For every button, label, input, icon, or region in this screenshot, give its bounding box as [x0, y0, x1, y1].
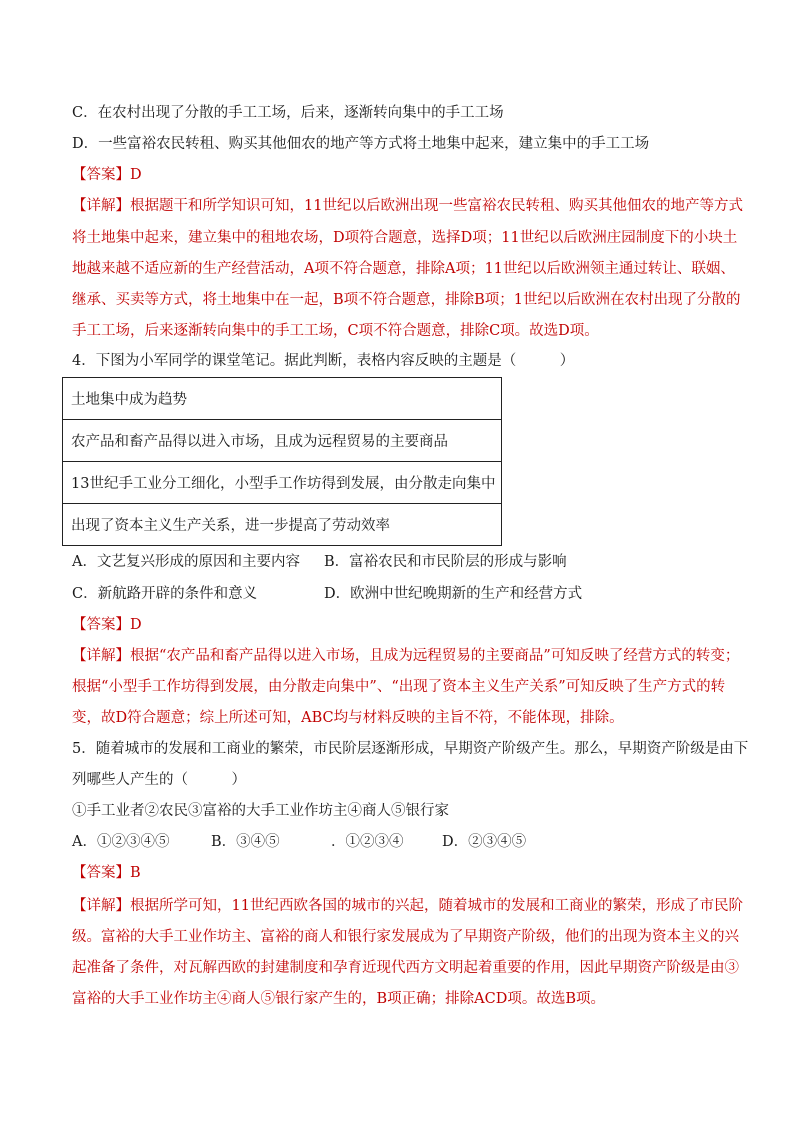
table-cell: 土地集中成为趋势 [63, 378, 502, 420]
q5-stem-line-2: 列哪些人产生的（ ） [72, 772, 246, 788]
q3-option-d: D．一些富裕农民转租、购买其他佃农的地产等方式将土地集中起来，建立集中的手工工场 [72, 136, 650, 152]
table-cell: 出现了资本主义生产关系，进一步提高了劳动效率 [63, 504, 502, 546]
q3-explain-line-2: 将土地集中起来，建立集中的租地农场，D项符合题意，选择D项；11世纪以后欧洲庄园制度下的小块土 [72, 230, 738, 246]
q5-stem-line-1: 5．随着城市的发展和工商业的繁荣，市民阶层逐渐形成，早期资产阶级产生。那么，早期资产阶级是由下 [72, 741, 749, 757]
answer-value: D [130, 167, 142, 183]
q5-explain-line-3: 起准备了条件，对瓦解西欧的封建制度和孕育近现代西方文明起着重要的作用，因此早期资产阶级是由③ [72, 960, 739, 976]
q3-explain-line-1: 【详解】根据题干和所学知识可知，11世纪以后欧洲出现一些富裕农民转租、购买其他佃农的地产等方式 [72, 198, 743, 214]
table-row [63, 378, 502, 420]
table-cell: 13世纪手工业分工细化，小型手工作坊得到发展，由分散走向集中 [63, 462, 502, 504]
explain-tag: 【详解】 [72, 898, 130, 914]
answer-value: B [130, 865, 141, 881]
answer-tag: 【答案】 [72, 865, 130, 881]
q3-explain-line-4: 继承、买卖等方式，将土地集中在一起，B项不符合题意，排除B项；1世纪以后欧洲在农村出现了分散的 [72, 292, 741, 308]
table-cell: 农产品和畜产品得以进入市场，且成为远程贸易的主要商品 [63, 420, 502, 462]
q5-option-d: D．②③④⑤ [442, 834, 527, 850]
q4-answer [72, 615, 142, 635]
q4-explain-line-3: 变，故D符合题意；综上所述可知，ABC均与材料反映的主旨不符，不能体现，排除。 [72, 710, 624, 726]
q3-explain-line-5: 手工工场，后来逐渐转向集中的手工工场，C项不符合题意，排除C项。故选D项。 [72, 323, 599, 339]
q3-option-c: C．在农村出现了分散的手工工场，后来，逐渐转向集中的手工工场 [72, 105, 504, 121]
answer-tag: 【答案】 [72, 617, 130, 633]
q4-notes-table [62, 377, 502, 546]
q4-stem: 4．下图为小军同学的课堂笔记。据此判断，表格内容反映的主题是（ ） [72, 353, 575, 369]
q4-option-c: C．新航路开辟的条件和意义 [72, 586, 258, 602]
table-row [63, 504, 502, 546]
explain-tag: 【详解】 [72, 198, 130, 214]
q4-option-d: D．欧洲中世纪晚期新的生产和经营方式 [324, 586, 583, 602]
table-row [63, 420, 502, 462]
answer-tag: 【答案】 [72, 167, 130, 183]
q4-option-a: A．文艺复兴形成的原因和主要内容 [72, 554, 300, 570]
table-row [63, 462, 502, 504]
q4-explain-line-1: 【详解】根据“农产品和畜产品得以进入市场，且成为远程贸易的主要商品”可知反映了经营方式的转变； [72, 648, 740, 664]
q5-explain-line-4: 富裕的大手工业作坊主④商人⑤银行家产生的，B项正确；排除ACD项。故选B项。 [72, 991, 605, 1007]
q3-answer [72, 165, 142, 185]
q5-option-c: ．①②③④ [331, 834, 404, 850]
q5-option-a: A．①②③④⑤ [72, 834, 170, 850]
q5-items: ①手工业者②农民③富裕的大手工业作坊主④商人⑤银行家 [72, 803, 449, 819]
q5-answer [72, 863, 141, 883]
explain-tag: 【详解】 [72, 648, 130, 664]
answer-value: D [130, 617, 142, 633]
q5-explain-line-2: 级。富裕的大手工业作坊主、富裕的商人和银行家发展成为了早期资产阶级，他们的出现为资本主义的兴 [72, 929, 739, 945]
q5-explain-line-1: 【详解】根据所学可知，11世纪西欧各国的城市的兴起，随着城市的发展和工商业的繁荣，形成了市民阶 [72, 898, 743, 914]
q4-explain-line-2: 根据“小型手工作坊得到发展，由分散走向集中”、“出现了资本主义生产关系”可知反映了生产方式的转 [72, 679, 726, 695]
q3-explain-line-3: 地越来越不适应新的生产经营活动，A项不符合题意，排除A项；11世纪以后欧洲领主通过转让、联姻、 [72, 261, 735, 277]
q4-option-b: B．富裕农民和市民阶层的形成与影响 [324, 554, 567, 570]
q5-option-b: B．③④⑤ [211, 834, 280, 850]
